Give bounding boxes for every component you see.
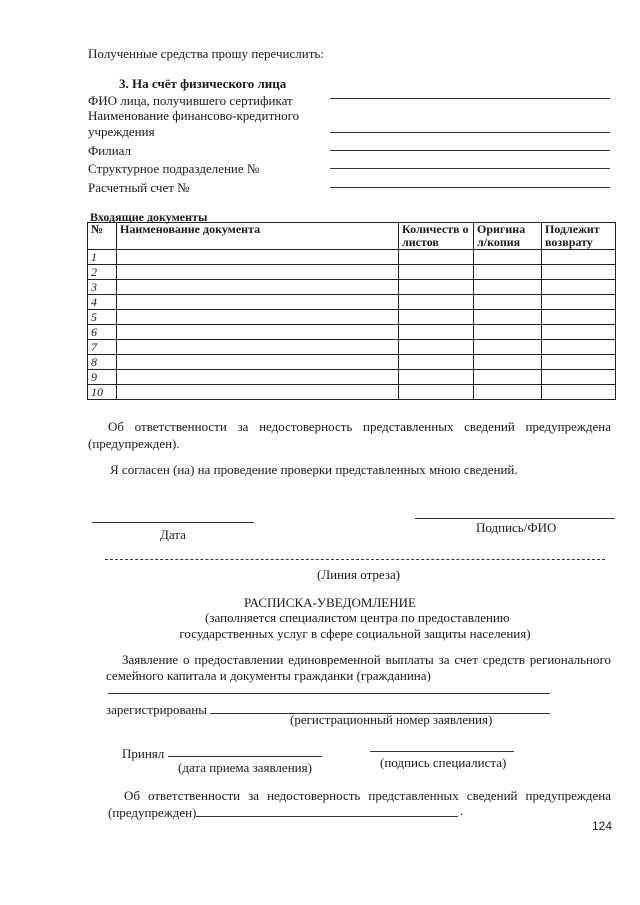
table-row [88,280,616,295]
applicant-name-line[interactable] [108,693,550,694]
documents-table [87,222,616,400]
original-copy-cell[interactable] [474,250,542,265]
row-number: 4 [88,295,117,310]
subdivision-line[interactable] [330,168,610,169]
table-row [88,385,616,400]
doc-name-cell[interactable] [117,325,399,340]
receipt-statement-line2: семейного капитала и документы гражданки (гражданина) [106,668,431,683]
registered-label: зарегистрированы [106,702,207,717]
doc-name-cell[interactable] [117,355,399,370]
sheet-count-cell[interactable] [399,280,474,295]
original-copy-cell[interactable] [474,310,542,325]
field-label-fio: ФИО лица, получившего сертификат [88,93,293,108]
accept-date-line[interactable] [168,756,322,757]
header-to-return: Подлежит возврату [542,223,616,250]
row-number: 5 [88,310,117,325]
sheet-count-cell[interactable] [399,250,474,265]
to-return-cell[interactable] [542,370,616,385]
row-number: 3 [88,280,117,295]
field-label-bank: Наименование финансово-кредитного [88,108,300,123]
receipt-title: РАСПИСКА-УВЕДОМЛЕНИЕ [244,595,416,610]
date-label: Дата [160,527,186,542]
doc-name-cell[interactable] [117,385,399,400]
sheet-count-cell[interactable] [399,370,474,385]
original-copy-cell[interactable] [474,370,542,385]
registration-number-caption: (регистрационный номер заявления) [290,712,493,727]
doc-name-cell[interactable] [117,250,399,265]
intro-text: Полученные средства прошу перечислить: [88,46,324,61]
sheet-count-cell[interactable] [399,355,474,370]
original-copy-cell[interactable] [474,385,542,400]
doc-name-cell[interactable] [117,310,399,325]
sheet-count-cell[interactable] [399,310,474,325]
docs-title: Входящие документы [90,210,208,224]
table-row [88,355,616,370]
table-row [88,250,616,265]
sheet-count-cell[interactable] [399,295,474,310]
to-return-cell[interactable] [542,280,616,295]
to-return-cell[interactable] [542,340,616,355]
consent-statement: Я согласен (на) на проведение проверки представленных мною сведений. [110,462,518,477]
signature-line[interactable] [415,518,615,519]
table-header-row [88,223,616,250]
sheet-count-cell[interactable] [399,265,474,280]
field-label-account: Расчетный счет № [88,180,190,195]
bank-line[interactable] [330,132,610,133]
doc-name-cell[interactable] [117,265,399,280]
accepted-label: Принял [122,746,165,761]
accept-date-caption: (дата приема заявления) [178,760,312,775]
branch-line[interactable] [330,150,610,151]
header-number: № [88,223,117,250]
header-doc-name: Наименование документа [117,223,399,250]
original-copy-cell[interactable] [474,355,542,370]
to-return-cell[interactable] [542,355,616,370]
original-copy-cell[interactable] [474,265,542,280]
original-copy-cell[interactable] [474,340,542,355]
receipt-liability: Об ответственности за недостоверность представленных сведений предупреждена [124,788,611,803]
cut-line [105,559,605,560]
original-copy-cell[interactable] [474,325,542,340]
to-return-cell[interactable] [542,325,616,340]
receipt-liability-line[interactable] [196,816,458,817]
to-return-cell[interactable] [542,385,616,400]
receipt-liability-end: . [460,803,464,818]
table-row [88,310,616,325]
original-copy-cell[interactable] [474,295,542,310]
to-return-cell[interactable] [542,250,616,265]
field-label-bank-cont: учреждения [88,124,155,139]
row-number: 6 [88,325,117,340]
table-row [88,325,616,340]
sheet-count-cell[interactable] [399,385,474,400]
sheet-count-cell[interactable] [399,340,474,355]
liability-statement-cont: (предупрежден). [88,436,180,451]
original-copy-cell[interactable] [474,280,542,295]
doc-name-cell[interactable] [117,280,399,295]
to-return-cell[interactable] [542,265,616,280]
row-number: 9 [88,370,117,385]
to-return-cell[interactable] [542,310,616,325]
to-return-cell[interactable] [542,295,616,310]
doc-name-cell[interactable] [117,340,399,355]
table-row [88,370,616,385]
table-row [88,340,616,355]
account-line[interactable] [330,187,610,188]
row-number: 10 [88,385,117,400]
section3-title: 3. На счёт физического лица [119,76,287,91]
header-sheet-count: Количеств о листов [399,223,474,250]
row-number: 1 [88,250,117,265]
header-original-copy: Оригина л/копия [474,223,542,250]
doc-name-cell[interactable] [117,370,399,385]
field-label-subdivision: Структурное подразделение № [88,161,260,176]
row-number: 2 [88,265,117,280]
receipt-statement-line1: Заявление о предоставлении единовременной выплаты за счет средств регионального [122,652,611,667]
row-number: 7 [88,340,117,355]
doc-name-cell[interactable] [117,295,399,310]
signature-label: Подпись/ФИО [476,520,557,535]
date-line[interactable] [92,522,254,523]
receipt-liability-cont: (предупрежден) [108,805,197,820]
cut-line-label: (Линия отреза) [317,567,401,582]
specialist-signature-line[interactable] [370,751,514,752]
receipt-subtitle-1: (заполняется специалистом центра по предоставлению [205,610,510,625]
field-label-branch: Филиал [88,143,132,158]
table-row [88,265,616,280]
liability-statement: Об ответственности за недостоверность представленных сведений предупреждена [108,419,611,434]
page-number: 124 [592,819,613,833]
receipt-subtitle-2: государственных услуг в сфере социальной защиты населения) [179,626,531,641]
row-number: 8 [88,355,117,370]
specialist-signature-caption: (подпись специалиста) [380,755,507,770]
table-row [88,295,616,310]
fio-line[interactable] [330,98,610,99]
sheet-count-cell[interactable] [399,325,474,340]
